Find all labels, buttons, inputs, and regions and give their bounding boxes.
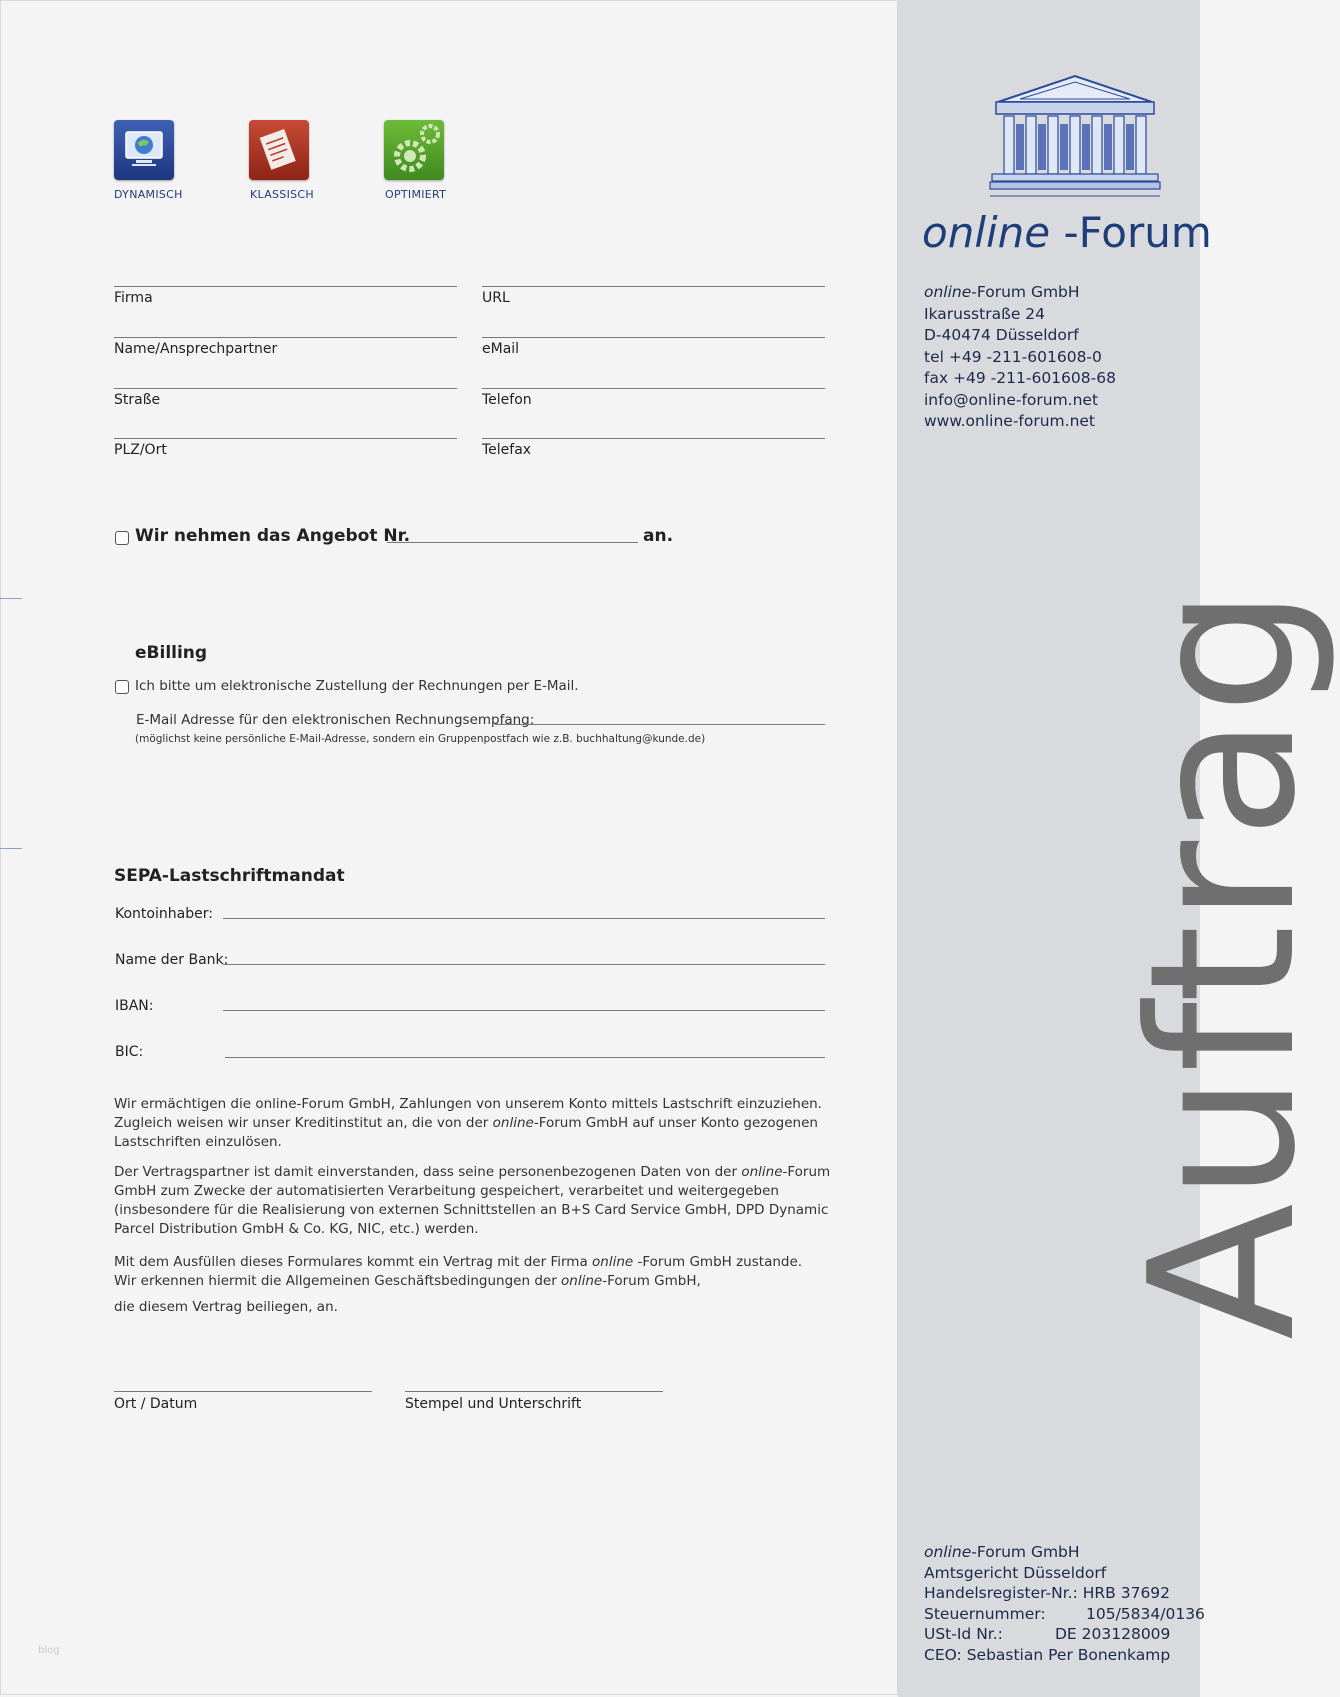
bank-label: Name der Bank: bbox=[115, 952, 229, 968]
building-logo bbox=[990, 72, 1160, 202]
fold-mark bbox=[0, 848, 22, 849]
offer-text: Wir nehmen das Angebot Nr. bbox=[135, 526, 411, 546]
watermark: blog bbox=[38, 1645, 60, 1656]
url-line[interactable] bbox=[482, 286, 825, 287]
telefon-line[interactable] bbox=[482, 388, 825, 389]
offer-checkbox[interactable] bbox=[115, 531, 129, 545]
ort-datum-line[interactable] bbox=[114, 1391, 372, 1392]
email-label: eMail bbox=[482, 341, 520, 357]
monitor-globe-icon bbox=[114, 120, 174, 180]
kontoinhaber-label: Kontoinhaber: bbox=[115, 906, 213, 922]
name-label: Name/Ansprechpartner bbox=[114, 341, 278, 357]
iban-line[interactable] bbox=[223, 1010, 825, 1011]
sepa-heading: SEPA-Lastschriftmandat bbox=[114, 866, 345, 886]
city: D-40474 Düsseldorf bbox=[924, 326, 1079, 344]
offer-suffix: an. bbox=[643, 526, 674, 546]
iban-label: IBAN: bbox=[115, 998, 154, 1014]
offer-number-line[interactable] bbox=[387, 542, 638, 543]
ebilling-checkbox-label: Ich bitte um elektronische Zustellung der Rechnungen per E-Mail. bbox=[135, 678, 579, 694]
url-label: URL bbox=[482, 290, 510, 306]
kontoinhaber-line[interactable] bbox=[223, 918, 825, 919]
icon-label-klassisch: KLASSISCH bbox=[250, 188, 314, 201]
firma-label: Firma bbox=[114, 290, 153, 306]
terms-line: Wir erkennen hiermit die Allgemeinen Geschäftsbedingungen der online-Forum GmbH, bbox=[114, 1273, 701, 1289]
brand-logo-text: online -Forum bbox=[922, 208, 1212, 257]
footer-company: online-Forum GmbH bbox=[924, 1543, 1080, 1561]
ebilling-note: (möglichst keine persönliche E-Mail-Adresse, sondern ein Gruppenpostfach wie z.B. buchhaltung@kunde.de) bbox=[135, 733, 706, 745]
icon-label-optimiert: OPTIMIERT bbox=[385, 188, 447, 201]
footer-tax: Steuernummer: 105/5834/0136 bbox=[924, 1604, 1205, 1623]
privacy-paragraph: Der Vertragspartner ist damit einverstanden, dass seine personenbezogenen Daten von der online-Forum GmbH zum Zwecke der automatisierten Verarbeitung gespeichert, verarbeitet und weitergegeben (insbesondere für die Realisierung von externen Schnittstellen an B+S Card Service GmbH, DPD Dynamic Parcel Distribution GmbH & Co. KG, NIC, etc.) werden. bbox=[114, 1164, 831, 1237]
plz-ort-line[interactable] bbox=[114, 438, 457, 439]
ort-datum-label: Ort / Datum bbox=[114, 1396, 198, 1412]
fold-mark bbox=[0, 598, 22, 599]
bank-line[interactable] bbox=[223, 964, 825, 965]
fax: fax +49 -211-601608-68 bbox=[924, 369, 1116, 387]
telefon-label: Telefon bbox=[482, 392, 532, 408]
footer-register: Handelsregister-Nr.: HRB 37692 bbox=[924, 1584, 1171, 1602]
plz-ort-label: PLZ/Ort bbox=[114, 442, 167, 458]
icon-label-dynamisch: DYNAMISCH bbox=[114, 188, 183, 201]
telefax-label: Telefax bbox=[482, 442, 532, 458]
street: Ikarusstraße 24 bbox=[924, 304, 1046, 323]
gears-icon bbox=[384, 120, 444, 180]
ebilling-checkbox[interactable] bbox=[115, 680, 129, 694]
vertical-title: Auftrag bbox=[1107, 585, 1340, 1340]
footer-court: Amtsgericht Düsseldorf bbox=[924, 1563, 1107, 1582]
website: www.online-forum.net bbox=[924, 412, 1096, 430]
name-line[interactable] bbox=[114, 337, 457, 338]
strasse-label: Straße bbox=[114, 392, 161, 408]
mandate-paragraph: Wir ermächtigen die online-Forum GmbH, Zahlungen von unserem Konto mittels Lastschrift einzuziehen. Zugleich weisen wir unser Kreditinstitut an, die von der online-Forum GmbH auf unser Konto gezogenen Lastschriften einzulösen. bbox=[114, 1096, 822, 1150]
firma-line[interactable] bbox=[114, 286, 457, 287]
telefax-line[interactable] bbox=[482, 438, 825, 439]
bic-label: BIC: bbox=[115, 1044, 144, 1060]
signature-line[interactable] bbox=[405, 1391, 663, 1392]
footer-ceo: CEO: Sebastian Per Bonenkamp bbox=[924, 1645, 1171, 1664]
terms-line-2: die diesem Vertrag beiliegen, an. bbox=[114, 1299, 338, 1315]
company-name: online-Forum GmbH bbox=[924, 283, 1080, 301]
ebilling-heading: eBilling bbox=[135, 643, 208, 663]
footer-vat: USt-Id Nr.: DE 203128009 bbox=[924, 1625, 1171, 1643]
email-address: info@online-forum.net bbox=[924, 390, 1099, 409]
bic-line[interactable] bbox=[225, 1057, 825, 1058]
email-line[interactable] bbox=[482, 337, 825, 338]
ebilling-email-line[interactable] bbox=[495, 724, 825, 725]
document-icon bbox=[249, 120, 309, 180]
contract-line: Mit dem Ausfüllen dieses Formulares kommt ein Vertrag mit der Firma online -Forum GmbH zustande. bbox=[114, 1254, 803, 1270]
signature-label: Stempel und Unterschrift bbox=[405, 1396, 582, 1412]
phone: tel +49 -211-601608-0 bbox=[924, 347, 1102, 366]
ebilling-email-label: E-Mail Adresse für den elektronischen Rechnungsempfang: bbox=[136, 712, 535, 728]
strasse-line[interactable] bbox=[114, 388, 457, 389]
